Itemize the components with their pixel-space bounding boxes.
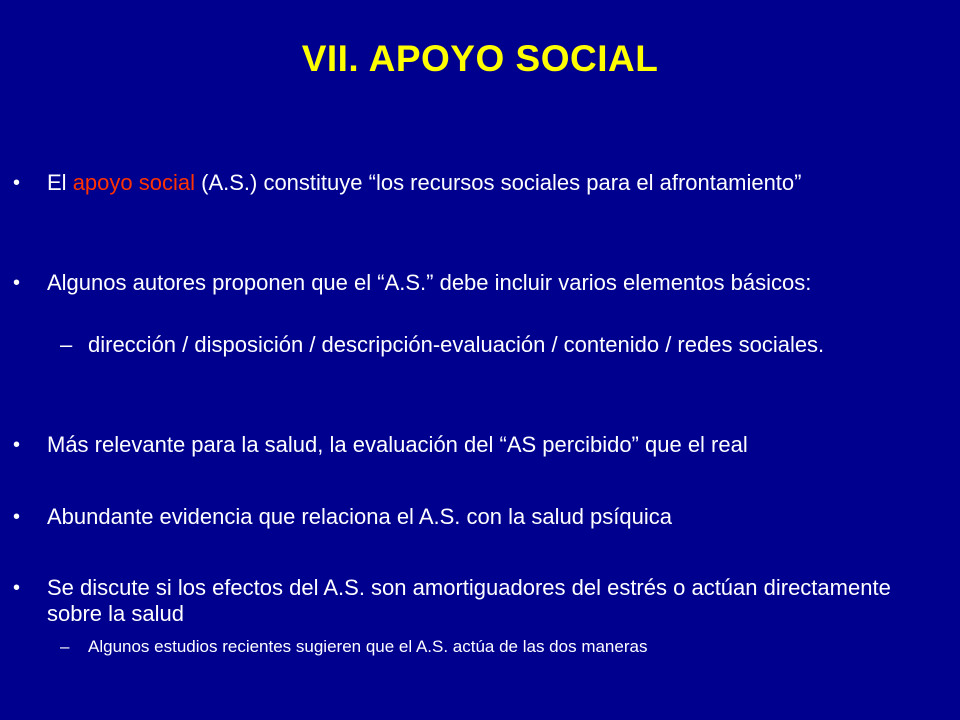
bullet-icon: • [13,506,21,528]
bullet-text: Algunos autores proponen que el “A.S.” debe incluir varios elementos básicos: [47,270,812,295]
bullet-icon: • [13,172,21,194]
bullet-icon: • [13,577,21,599]
bullet-text-prefix: El [47,170,73,195]
dash-icon: – [60,637,70,656]
bullet-apoyo-social [13,170,907,196]
bullet-elementos [13,270,907,296]
sub-bullet-text: dirección / disposición / descripción-evaluación / contenido / redes sociales. [88,332,825,357]
slide-title: VII. APOYO SOCIAL [301,38,659,79]
sub-bullet-elementos [60,332,908,358]
sub-bullet-efectos [60,636,908,658]
bullet-icon: • [13,272,21,294]
bullet-icon: • [13,434,21,456]
bullet-efectos [13,575,907,627]
bullet-as-percibido [13,432,907,458]
bullet-text: Abundante evidencia que relaciona el A.S. con la salud psíquica [47,504,672,529]
highlight-term: apoyo social [72,170,195,195]
bullet-evidencia [13,504,907,530]
bullet-text: Más relevante para la salud, la evaluación del “AS percibido” que el real [47,432,748,457]
dash-icon: – [60,332,73,357]
bullet-text-suffix: (A.S.) constituye “los recursos sociales para el afrontamiento” [195,170,802,195]
bullet-text: Se discute si los efectos del A.S. son amortiguadores del estrés o actúan directamente sobre la salud [47,575,891,626]
sub-bullet-text: Algunos estudios recientes sugieren que el A.S. actúa de las dos maneras [88,637,648,656]
